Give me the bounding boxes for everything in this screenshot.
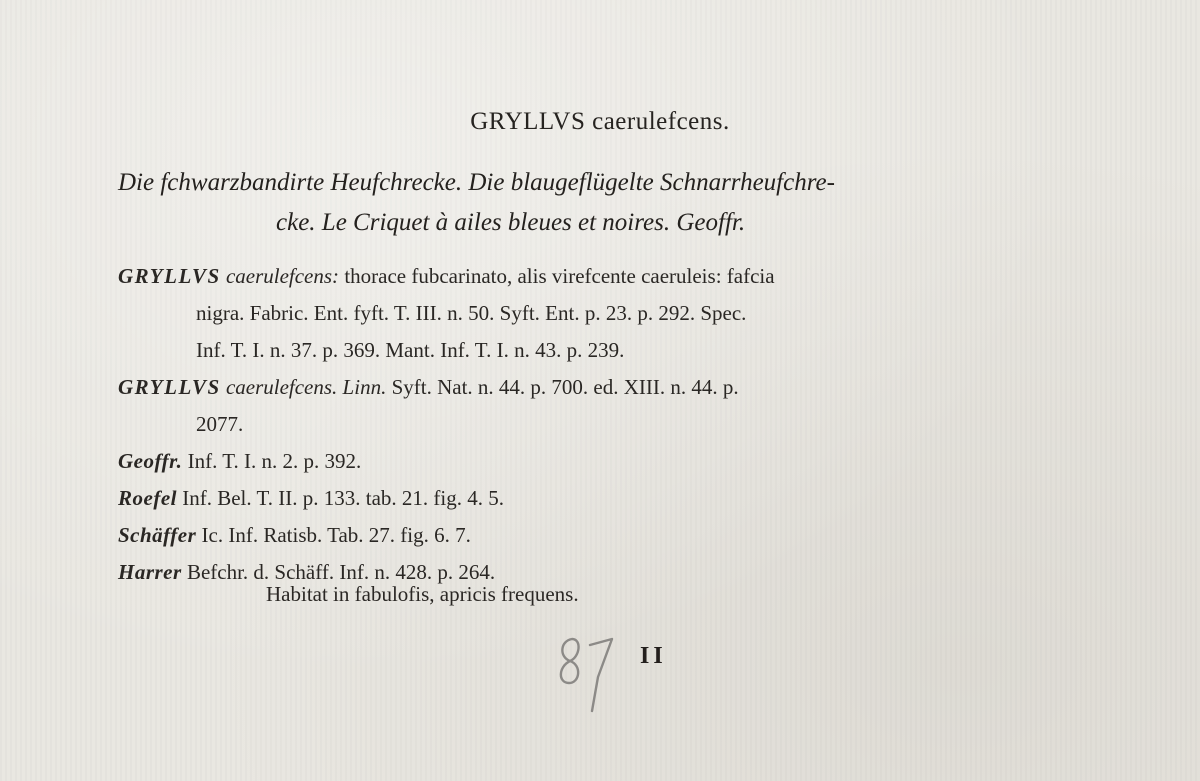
handwritten-page-number xyxy=(550,610,622,713)
species-title: GRYLLVS caerulefcens. xyxy=(470,108,730,135)
reference-line xyxy=(118,258,1078,295)
reference-author: Roefel xyxy=(118,486,177,510)
reference-continuation: 2077. xyxy=(196,412,244,436)
reference-author: Harrer xyxy=(118,560,182,584)
reference-line xyxy=(118,480,1078,517)
reference-entry-geoffr xyxy=(118,443,1078,480)
vernacular-line-1: Die fchwarzbandirte Heufchrecke. Die blaugeflügelte Schnarrheufchre- xyxy=(118,169,835,196)
reference-continuation: nigra. Fabric. Ent. fyft. T. III. n. 50. Syft. Ent. p. 23. p. 292. Spec. xyxy=(196,301,747,325)
reference-line xyxy=(118,554,1078,591)
reference-text: Inf. Bel. T. II. p. 133. tab. 21. fig. 4. 5. xyxy=(176,486,504,510)
reference-entry-schaeffer xyxy=(118,517,1078,554)
reference-author: Geoffr. xyxy=(118,449,183,473)
vernacular-line-2: cke. Le Criquet à ailes bleues et noires. Geoffr. xyxy=(276,209,746,236)
reference-entry-gryllvs-linn xyxy=(118,369,1078,443)
reference-entry-gryllvs-fabric xyxy=(118,258,1078,369)
signature-mark: II xyxy=(640,643,667,669)
reference-text: Ic. Inf. Ratisb. Tab. 27. fig. 6. 7. xyxy=(196,523,471,547)
reference-line xyxy=(118,369,1078,406)
reference-author: GRYLLVS xyxy=(118,264,221,288)
reference-text: Befchr. d. Schäff. Inf. n. 428. p. 264. xyxy=(181,560,496,584)
reference-italic: caerulefcens: xyxy=(225,264,340,288)
reference-entry-roesel xyxy=(118,480,1078,517)
reference-author: Schäffer xyxy=(118,523,197,547)
reference-italic: caerulefcens. Linn. xyxy=(225,375,387,399)
reference-entry-harrer xyxy=(118,554,1078,591)
vernacular-names xyxy=(118,163,1078,243)
reference-line xyxy=(118,517,1078,554)
reference-text: thorace fubcarinato, alis virefcente caeruleis: fafcia xyxy=(339,264,775,288)
habitat-line: Habitat in fabulofis, apricis frequens. xyxy=(266,582,579,606)
handwritten-number-text: 87 xyxy=(550,610,571,629)
reference-author: GRYLLVS xyxy=(118,375,221,399)
reference-text: Inf. T. I. n. 2. p. 392. xyxy=(182,449,362,473)
reference-line xyxy=(118,443,1078,480)
reference-continuation: Inf. T. I. n. 37. p. 369. Mant. Inf. T. I. n. 43. p. 239. xyxy=(196,338,625,362)
reference-text: Syft. Nat. n. 44. p. 700. ed. XIII. n. 44. p. xyxy=(386,375,739,399)
references-list xyxy=(118,258,1078,591)
